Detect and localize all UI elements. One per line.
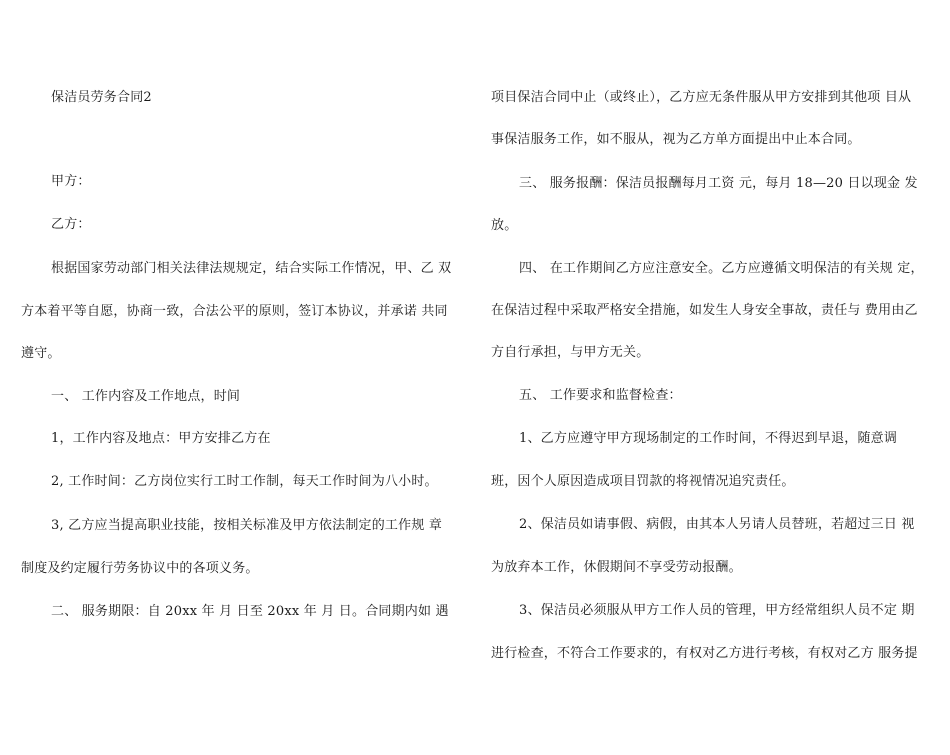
intro-line: 遵守。 — [21, 346, 61, 361]
section-5-item: 进行检查，不符合工作要求的，有权对乙方进行考核，有权对乙方 服务提 — [491, 646, 918, 661]
intro-line: 方本着平等自愿，协商一致，合法公平的原则，签订本协议，并承诺 共同 — [21, 304, 448, 319]
section-5-item: 为放弃本工作，休假期间不享受劳动报酬。 — [491, 560, 742, 575]
section-5-item: 3、保洁员必须服从甲方工作人员的管理，甲方经常组织人员不定 期 — [519, 603, 915, 618]
section-1-item: 2, 工作时间：乙方岗位实行工时工作制，每天工作时间为八小时。 — [51, 474, 438, 489]
party-b-line: 乙方： — [51, 217, 91, 232]
contract-title: 保洁员劳务合同2 — [51, 90, 152, 105]
right-column — [491, 0, 947, 755]
section-4-line: 在保洁过程中采取严格安全措施，如发生人身安全事故，责任与 费用由乙 — [491, 303, 918, 318]
section-1-title: 一、 工作内容及工作地点，时间 — [51, 389, 241, 404]
section-5-title: 五、 工作要求和监督检查： — [519, 388, 682, 403]
section-1-item: 3, 乙方应当提高职业技能，按相关标准及甲方依法制定的工作规 章 — [51, 518, 443, 533]
section-5-item: 2、保洁员如请事假、病假，由其本人另请人员替班，若超过三日 视 — [519, 517, 915, 532]
left-column — [21, 0, 473, 755]
intro-line: 根据国家劳动部门相关法律法规规定，结合实际工作情况，甲、乙 双 — [51, 261, 452, 276]
section-2-line: 事保洁服务工作，如不服从，视为乙方单方面提出中止本合同。 — [491, 132, 861, 147]
section-5-item: 班，因个人原因造成项目罚款的将视情况追究责任。 — [491, 474, 795, 489]
section-3-line: 三、 服务报酬：保洁员报酬每月工资 元，每月 18—20 日以现金 发 — [519, 176, 918, 191]
section-1-item: 制度及约定履行劳务协议中的各项义务。 — [21, 561, 259, 576]
section-4-line: 方自行承担，与甲方无关。 — [491, 345, 650, 360]
section-3-line: 放。 — [491, 218, 518, 233]
section-1-item: 1，工作内容及地点：甲方安排乙方在 — [51, 431, 271, 446]
party-a-line: 甲方： — [51, 174, 91, 189]
section-2-line: 二、 服务期限：自 20xx 年 月 日至 20xx 年 月 日。合同期内如 遇 — [51, 604, 449, 619]
section-4-line: 四、 在工作期间乙方应注意安全。乙方应遵循文明保洁的有关规 定， — [519, 261, 924, 276]
section-5-item: 1、乙方应遵守甲方现场制定的工作时间，不得迟到早退，随意调 — [519, 431, 898, 446]
section-2-line: 项目保洁合同中止（或终止），乙方应无条件服从甲方安排到其他项 目从 — [491, 90, 912, 105]
